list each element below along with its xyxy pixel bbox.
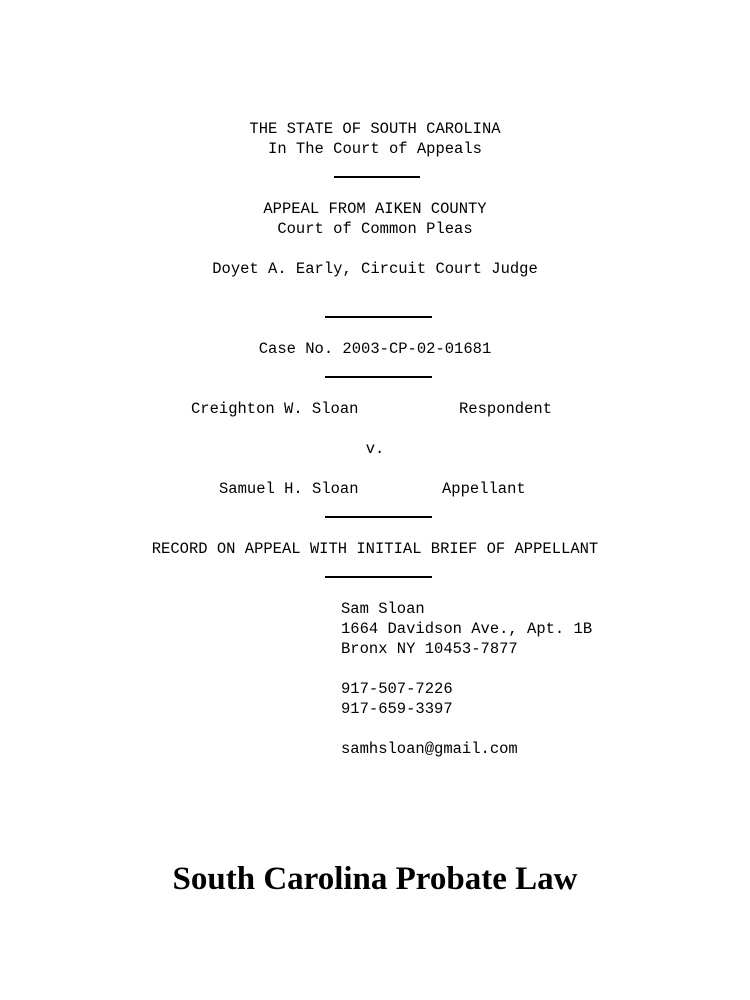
footer-title: South Carolina Probate Law (172, 861, 578, 897)
divider-1 (334, 176, 420, 178)
appellant-role: Appellant (442, 480, 526, 498)
case-number: Case No. 2003-CP-02-01681 (258, 340, 492, 358)
contact-name: Sam Sloan (341, 600, 425, 618)
state-heading: THE STATE OF SOUTH CAROLINA (249, 120, 501, 138)
appeal-from: APPEAL FROM AIKEN COUNTY (263, 200, 487, 218)
divider-4 (325, 516, 432, 518)
record-title: RECORD ON APPEAL WITH INITIAL BRIEF OF APPELLANT (151, 540, 599, 558)
divider-5 (325, 576, 432, 578)
contact-phone-2: 917-659-3397 (341, 700, 453, 718)
lower-court: Court of Common Pleas (277, 220, 473, 238)
judge-name: Doyet A. Early, Circuit Court Judge (212, 260, 538, 278)
contact-email: samhsloan@gmail.com (341, 740, 518, 758)
court-heading: In The Court of Appeals (268, 140, 482, 158)
respondent-name: Creighton W. Sloan (191, 400, 359, 418)
divider-3 (325, 376, 432, 378)
contact-street: 1664 Davidson Ave., Apt. 1B (341, 620, 593, 638)
divider-2 (325, 316, 432, 318)
contact-city: Bronx NY 10453-7877 (341, 640, 518, 658)
respondent-role: Respondent (459, 400, 553, 418)
contact-phone-1: 917-507-7226 (341, 680, 453, 698)
versus: v. (365, 440, 385, 458)
appellant-name: Samuel H. Sloan (219, 480, 359, 498)
